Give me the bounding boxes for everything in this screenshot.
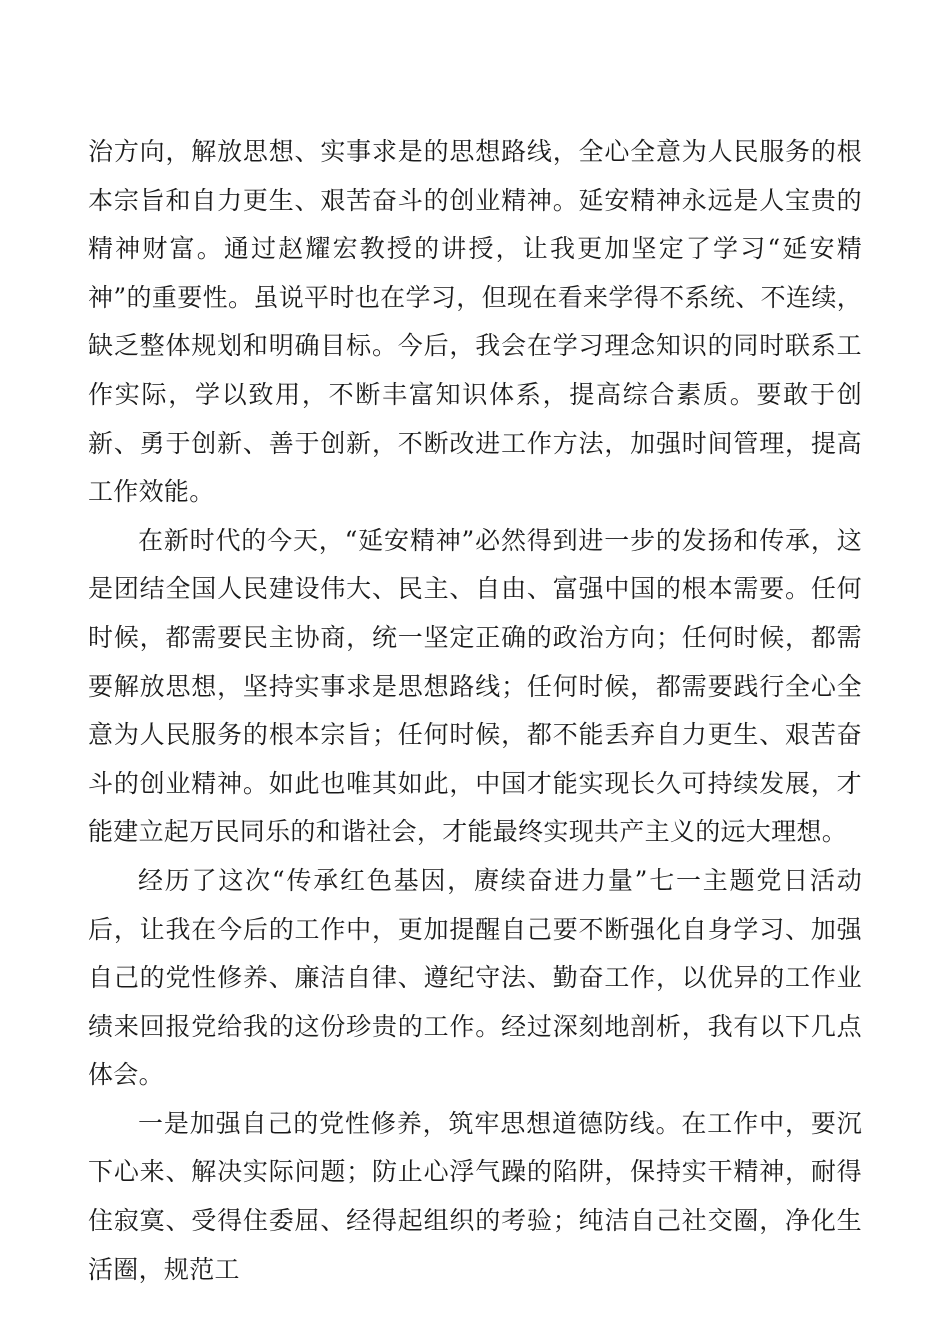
paragraph-continuation: 治方向，解放思想、实事求是的思想路线，全心全意为人民服务的根本宗旨和自力更生、艰苦奋斗的创业精神。延安精神永远是人宝贵的精神财富。通过赵耀宏教授的讲授，让我更加坚定了学习“延安精神”的重要性。虽说平时也在学习，但现在看来学得不系统、不连续，缺乏整体规划和明确目标。今后，我会在学习理念知识的同时联系工作实际，学以致用，不断丰富知识体系，提高综合素质。要敢于创新、勇于创新、善于创新，不断改进工作方法，加强时间管理，提高工作效能。 <box>88 137 862 507</box>
paragraph-point-one: 一是加强自己的党性修养，筑牢思想道德防线。在工作中，要沉下心来、解决实际问题；防止心浮气躁的陷阱，保持实干精神，耐得住寂寞、受得住委屈、经得起组织的考验；纯洁自己社交圈，净化生活圈，规范工 <box>88 1108 862 1284</box>
document-body <box>88 128 862 1294</box>
paragraph-party-day-activity: 经历了这次“传承红色基因，赓续奋进力量”七一主题党日活动后，让我在今后的工作中，更加提醒自己要不断强化自身学习、加强自己的党性修养、廉洁自律、遵纪守法、勤奋工作，以优异的工作业绩来回报党给我的这份珍贵的工作。经过深刻地剖析，我有以下几点体会。 <box>88 865 862 1090</box>
paragraph-yanan-spirit-new-era: 在新时代的今天，“延安精神”必然得到进一步的发扬和传承，这是团结全国人民建设伟大、民主、自由、富强中国的根本需要。任何时候，都需要民主协商，统一坚定正确的政治方向；任何时候，都需要解放思想，坚持实事求是思想路线；任何时候，都需要践行全心全意为人民服务的根本宗旨；任何时候，都不能丢弃自力更生、艰苦奋斗的创业精神。如此也唯其如此，中国才能实现长久可持续发展，才能建立起万民同乐的和谐社会，才能最终实现共产主义的远大理想。 <box>88 525 862 847</box>
